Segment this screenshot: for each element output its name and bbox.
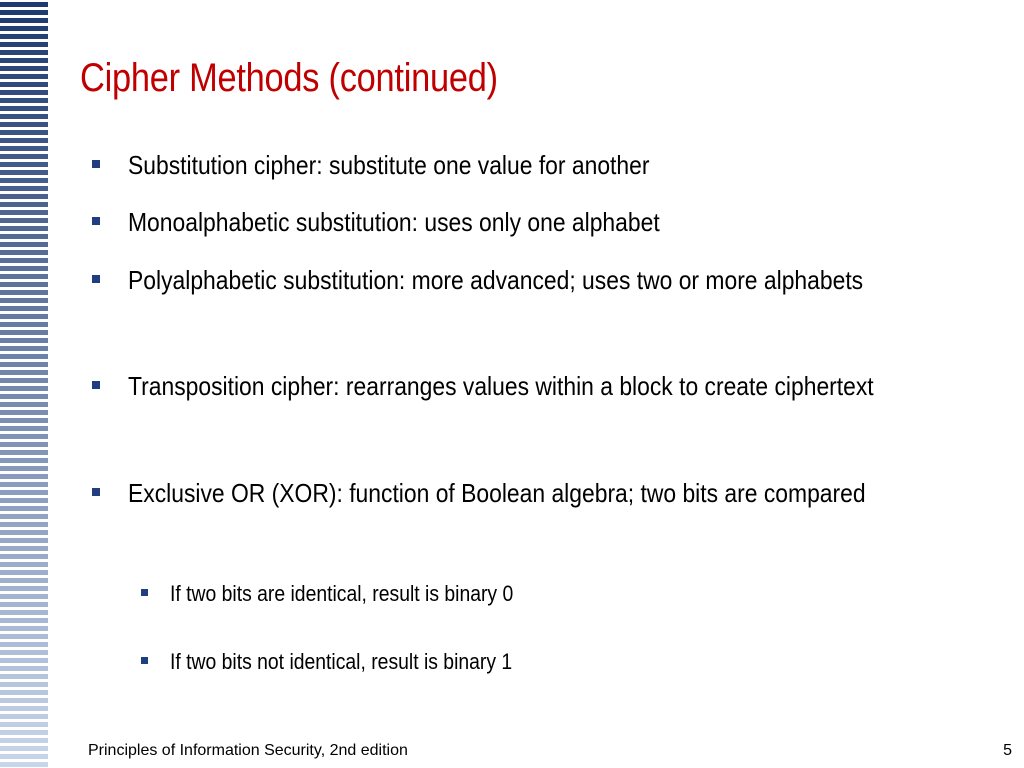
square-bullet-icon [92, 160, 100, 168]
sub-bullet-text: If two bits not identical, result is binary 1 [170, 649, 513, 674]
sub-bullet-item [141, 648, 970, 676]
page-number: 5 [1003, 742, 1012, 759]
square-bullet-icon [141, 589, 148, 596]
bullet-item [92, 264, 1024, 297]
square-bullet-icon [92, 381, 100, 389]
bullet-text: Polyalphabetic substitution: more advanced; uses two or more alphabets [128, 265, 864, 295]
slide-footer: Principles of Information Security, 2nd edition [88, 742, 408, 759]
slide-title: Cipher Methods (continued) [80, 56, 498, 100]
bullet-text: Monoalphabetic substitution: uses only one alphabet [128, 207, 660, 237]
sub-bullet-text: If two bits are identical, result is binary 0 [170, 581, 514, 606]
bullet-item [92, 477, 1018, 510]
bullet-text: Substitution cipher: substitute one value for another [128, 150, 650, 180]
bullet-item [92, 206, 1024, 239]
sub-bullet-item [141, 580, 970, 608]
square-bullet-icon [92, 217, 100, 225]
bullet-text: Exclusive OR (XOR): function of Boolean algebra; two bits are compared [128, 478, 866, 508]
bullet-text: Transposition cipher: rearranges values within a block to create ciphertext [128, 371, 874, 401]
square-bullet-icon [92, 275, 100, 283]
square-bullet-icon [141, 657, 148, 664]
bullet-item [92, 370, 1024, 403]
bullet-item [92, 149, 1024, 182]
square-bullet-icon [92, 488, 100, 496]
